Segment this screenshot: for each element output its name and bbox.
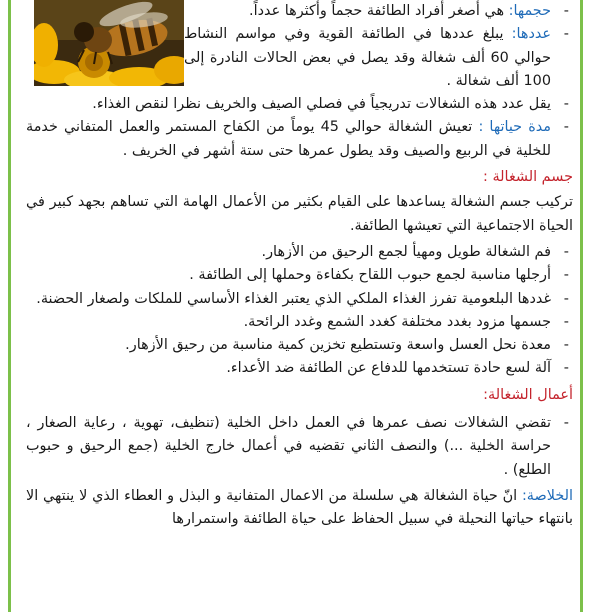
- list-item: - فم الشغالة طويل ومهيأ لجمع الرحيق من الأزهار.: [26, 241, 573, 264]
- body-features-list: [26, 241, 573, 381]
- summary-label: الخلاصة:: [521, 487, 573, 504]
- list-item: [26, 0, 573, 23]
- summary-text: انّ حياة الشغالة هي سلسلة من الاعمال المتفانية و البذل و العطاء الذي لا ينتهي الا بانتهاء حياتها النحيلة في سبيل الحفاظ على حياة الطائفة واستمرارها: [26, 487, 573, 528]
- list-item: [26, 23, 573, 93]
- list-item: - تقضي الشغالات نصف عمرها في العمل داخل الخلية (تنظيف، تهوية ، رعاية الصغار ، حراسة الخلية ...) والنصف الثاني تقضيه في أعمال خارج الخلية (جمع الرحيق و حبوب الطلع) .: [26, 412, 573, 482]
- count-label: عددها:: [511, 26, 551, 43]
- body-section-heading: جسم الشغالة :: [483, 169, 573, 186]
- work-section-heading: أعمال الشغالة:: [483, 386, 573, 403]
- worker-facts-list: [26, 0, 573, 163]
- list-item: - غددها البلعومية تفرز الغذاء الملكي الذي يعتبر الغذاء الأساسي للملكات ولصغار الحضنة.: [26, 288, 573, 311]
- list-item: - آلة لسع حادة تستخدمها للدفاع عن الطائفة ضد الأعداء.: [26, 357, 573, 380]
- decrease-text: يقل عدد هذه الشغالات تدريجياً في فصلي الصيف والخريف نظرا لنقص الغذاء.: [92, 96, 551, 113]
- size-text: هي أصغر أفراد الطائفة حجماً وأكثرها عدداً.: [249, 3, 505, 19]
- list-item: - جسمها مزود بغدد مختلفة كغدد الشمع وغدد الرائحة.: [26, 311, 573, 334]
- work-list: [26, 412, 573, 482]
- size-label: حجمها:: [508, 3, 551, 19]
- count-text: يبلغ عددها في الطائفة القوية وفي مواسم النشاط حوالي 60 ألف شغالة وقد يصل في بعض الحالات النادرة إلى 100 ألف شغالة .: [184, 26, 551, 89]
- lifespan-label: مدة حياتها :: [478, 119, 552, 136]
- document-content: [26, 0, 573, 532]
- list-item: [26, 93, 573, 116]
- list-item: - أرجلها مناسبة لجمع حبوب اللقاح بكفاءة وحملها إلى الطائفة .: [26, 264, 573, 287]
- summary-paragraph: [26, 485, 573, 532]
- list-item: - معدة نحل العسل واسعة وتستطيع تخزين كمية مناسبة من رحيق الأزهار.: [26, 334, 573, 357]
- body-section-intro: تركيب جسم الشغالة يساعدها على القيام بكثير من الأعمال الهامة التي تساهم بجهد كبير في الحياة الاجتماعية التي تعيشها الطائفة.: [26, 194, 573, 234]
- lifespan-text: تعيش الشغالة حوالي 45 يوماً من الكفاح المستمر والعمل المتفاني خدمة للخلية في الربيع والصيف وقد يطول عمرها حتى ستة أشهر في الخريف .: [26, 119, 551, 159]
- list-item: [26, 116, 573, 163]
